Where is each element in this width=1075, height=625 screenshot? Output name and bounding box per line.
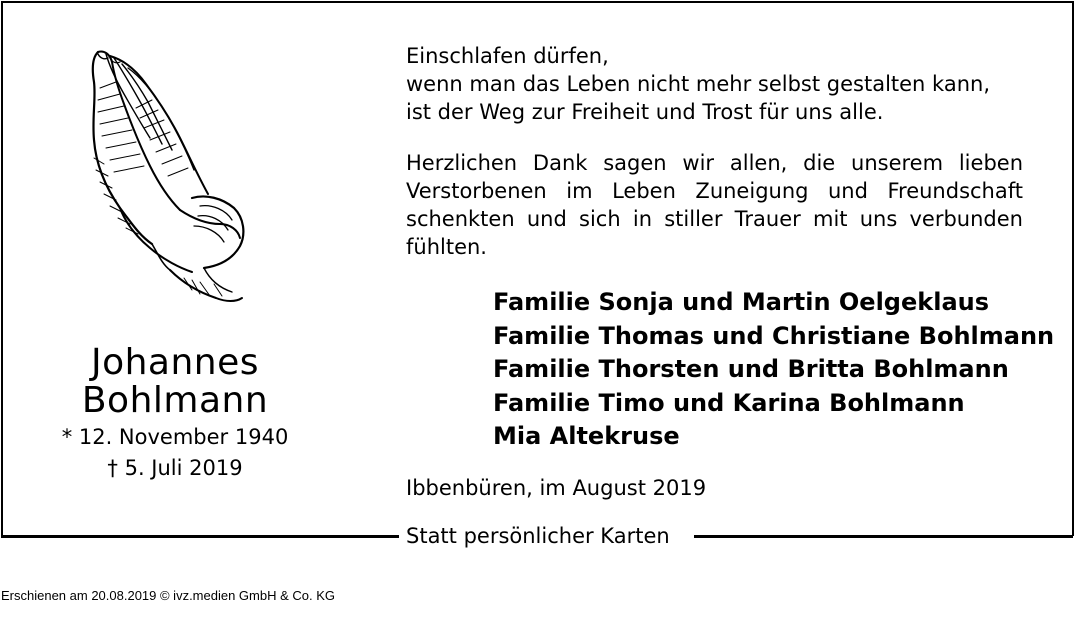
poem-line: ist der Weg zur Freiheit und Trost für uns alle. bbox=[406, 100, 884, 124]
place-date: Ibbenbüren, im August 2019 bbox=[406, 476, 707, 500]
family-entry: Familie Sonja und Martin Oelgeklaus bbox=[493, 288, 990, 316]
life-dates bbox=[40, 422, 310, 484]
deceased-block bbox=[40, 344, 310, 484]
publication-footer: Erschienen am 20.08.2019 © ivz.medien GmbH & Co. KG bbox=[1, 588, 336, 603]
poem-line: wenn man das Leben nicht mehr selbst gestalten kann, bbox=[406, 72, 991, 96]
praying-hands-icon bbox=[80, 48, 250, 308]
family-entry: Familie Thorsten und Britta Bohlmann bbox=[493, 355, 1009, 383]
death-date: † 5. Juli 2019 bbox=[107, 456, 243, 480]
family-entry: Familie Thomas und Christiane Bohlmann bbox=[493, 321, 1055, 350]
birth-date: * 12. November 1940 bbox=[61, 425, 289, 449]
border-caption: Statt persönlicher Karten bbox=[406, 524, 670, 548]
thanks-paragraph: Herzlichen Dank sagen wir allen, die unserem lieben Verstorbenen im Leben Zuneigung und Freundschaft schenkten und sich in stiller Trauer mit uns verbunden fühlten. bbox=[406, 151, 1023, 259]
family-list bbox=[493, 286, 1054, 454]
deceased-last-name: Bohlmann bbox=[81, 380, 269, 421]
poem-line: Einschlafen dürfen, bbox=[406, 44, 609, 68]
deceased-first-name: Johannes bbox=[90, 342, 260, 383]
poem bbox=[406, 42, 1024, 126]
frame-bottom-left-rule bbox=[1, 535, 399, 538]
frame-bottom-right-rule bbox=[694, 535, 1073, 538]
family-entry: Mia Altekruse bbox=[493, 422, 680, 450]
family-entry: Familie Timo und Karina Bohlmann bbox=[493, 388, 965, 417]
